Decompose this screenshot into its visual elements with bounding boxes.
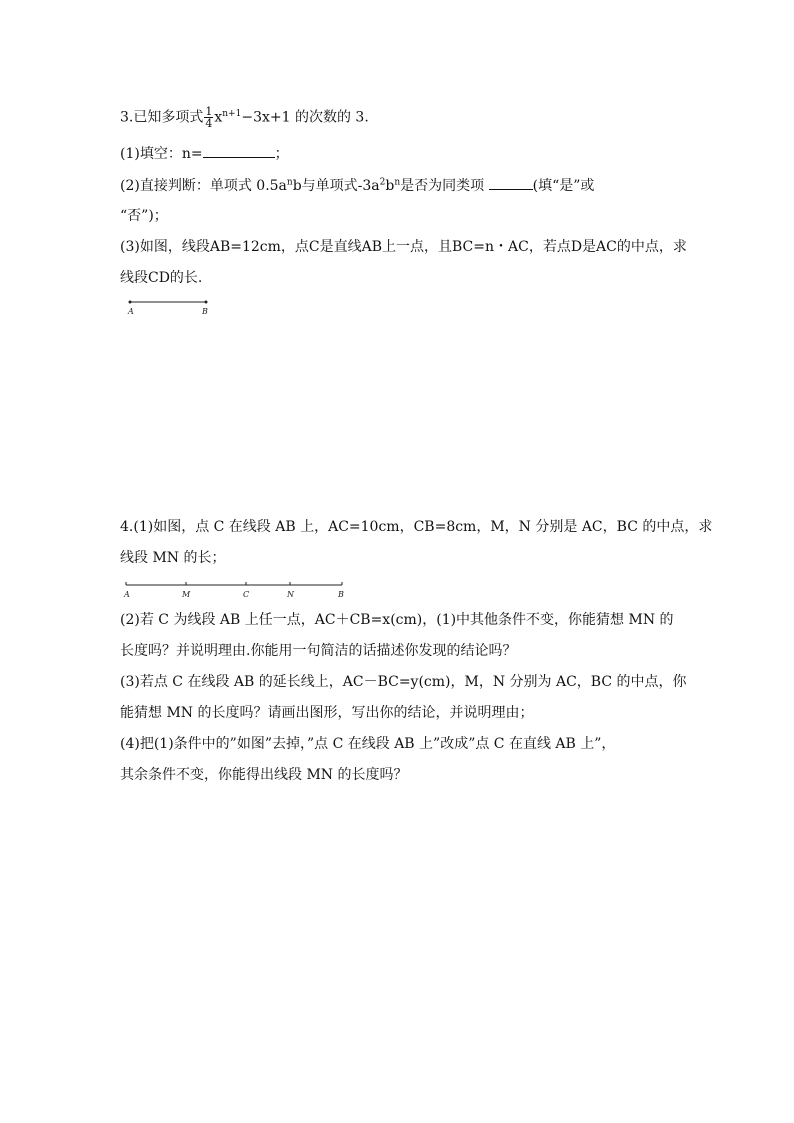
q4-part4-line2: 其余条件不变，你能得出线段 MN 的长度吗？ [120,767,408,783]
q3-stem [120,106,369,129]
q3-part2-sup1: n [286,177,293,188]
q3-label-b: B [202,307,208,316]
q4-label-m: M [182,590,191,599]
q4-label-c: C [243,590,250,599]
q3-point-b [205,301,208,304]
q4-label-n: N [287,590,294,599]
q3-segment-figure [122,294,214,318]
q4-part3-line1: (3)若点 C 在线段 AB 的延长线上，AC－BC=y(cm)，M，N 分别为 AC，BC 的中点，你 [120,674,687,690]
q3-part1 [120,143,289,164]
q3-part3-line1: (3)如图，线段AB=12cm，点C是直线AB上一点，且BC=n・AC，若点D是AC的中点，求 [120,239,687,255]
q3-number: 3. [120,109,134,126]
q3-part2-text-e: (填“是”或 [532,178,595,194]
q3-part3-line2: 线段CD的长. [120,270,203,286]
q4-part4-line1: (4)把(1)条件中的”如图”去掉，”点 C 在线段 AB 上”改成”点 C 在直线 AB 上”， [120,736,616,752]
q3-fraction-denominator: 4 [205,117,213,130]
q3-part2-sup3: n [394,177,401,188]
q3-intro: 已知多项式 [133,109,204,126]
q4-segment-figure [118,578,350,602]
q3-point-a [129,301,132,304]
q4-part1-line1: 4.(1)如图，点 C 在线段 AB 上，AC=10cm，CB=8cm，M，N 分别是 AC，BC 的中点，求 [120,519,713,535]
q4-part3-line2: 能猜想 MN 的长度吗？请画出图形，写出你的结论，并说明理由； [120,705,534,721]
q3-fraction [204,106,213,129]
q3-part2-text-c: b [385,178,395,194]
q3-label-a: A [128,307,134,316]
q3-part2 [120,175,594,196]
q3-part1-answer-blank[interactable] [203,143,275,158]
q3-part2-sup2: 2 [379,177,386,188]
q4-part2-line1: (2)若 C 为线段 AB 上任一点，AC＋CB=x(cm)，(1)中其他条件不变，你能猜想 MN 的 [120,612,674,628]
q3-part2-text-d: 是否为同类项 [400,178,489,194]
q3-part2-line2: “否”)； [120,208,168,224]
q3-part1-end: ； [274,146,289,162]
q3-part2-answer-blank[interactable] [489,175,533,190]
q4-part1-line2: 线段 MN 的长； [120,550,226,566]
q3-part1-label: (1)填空：n= [120,146,203,162]
q3-fraction-numerator: 1 [205,105,213,118]
q3-poly-exponent: n+1 [222,108,242,119]
q4-label-b: B [338,590,344,599]
q3-poly-x: x [214,109,223,126]
q3-part2-text-b: b与单项式-3a [292,178,380,194]
q4-part2-line2: 长度吗？并说明理由.你能用一句简洁的话描述你发现的结论吗？ [120,643,517,659]
q3-part2-text-a: (2)直接判断：单项式 0.5a [120,178,287,194]
q3-poly-rest: −3x+1 的次数的 3. [241,109,369,126]
q4-label-a: A [124,590,130,599]
